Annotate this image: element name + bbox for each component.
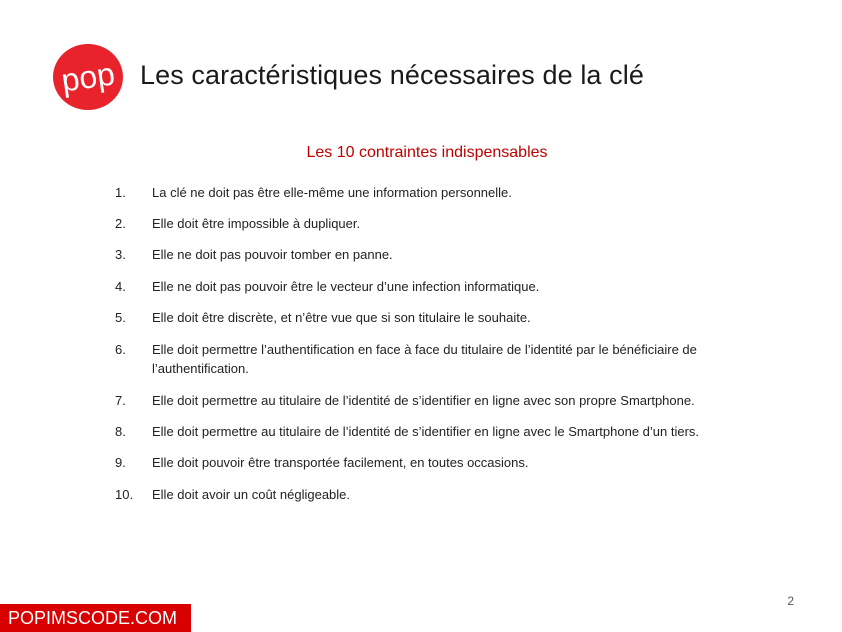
item-text: Elle doit pouvoir être transportée facilement, en toutes occasions. xyxy=(152,455,529,470)
pop-logo xyxy=(52,43,124,111)
item-number: 9. xyxy=(115,455,126,470)
item-number: 1. xyxy=(115,185,126,200)
item-number: 8. xyxy=(115,424,126,439)
item-number: 4. xyxy=(115,279,126,294)
item-text: Elle doit permettre l’authentification en face à face du titulaire de l’identité par le bénéficiaire de l’authentification. xyxy=(152,342,697,376)
item-text: Elle doit avoir un coût négligeable. xyxy=(152,487,351,502)
page-title: Les caractéristiques nécessaires de la clé xyxy=(140,60,644,90)
item-number: 6. xyxy=(115,342,126,357)
item-number: 2. xyxy=(115,216,126,231)
item-text: Elle doit permettre au titulaire de l’identité de s’identifier en ligne avec son propre Smartphone. xyxy=(152,393,695,408)
item-text: La clé ne doit pas être elle-même une information personnelle. xyxy=(152,185,512,200)
item-text: Elle doit être discrète, et n’être vue que si son titulaire le souhaite. xyxy=(152,310,531,325)
page-number: 2 xyxy=(787,594,794,608)
item-number: 10. xyxy=(115,487,134,502)
item-text: Elle ne doit pas pouvoir tomber en panne. xyxy=(152,247,393,262)
item-text: Elle doit être impossible à dupliquer. xyxy=(152,216,361,231)
item-number: 7. xyxy=(115,393,126,408)
item-text: Elle doit permettre au titulaire de l’identité de s’identifier en ligne avec le Smartphone d’un tiers. xyxy=(152,424,700,439)
item-number: 5. xyxy=(115,310,126,325)
item-number: 3. xyxy=(115,247,126,262)
item-text: Elle ne doit pas pouvoir être le vecteur d’une infection informatique. xyxy=(152,279,540,294)
logo-text: pop xyxy=(59,55,117,99)
footer-badge[interactable]: POPIMSCODE.COM xyxy=(0,604,191,632)
section-subtitle: Les 10 contraintes indispensables xyxy=(306,144,548,161)
